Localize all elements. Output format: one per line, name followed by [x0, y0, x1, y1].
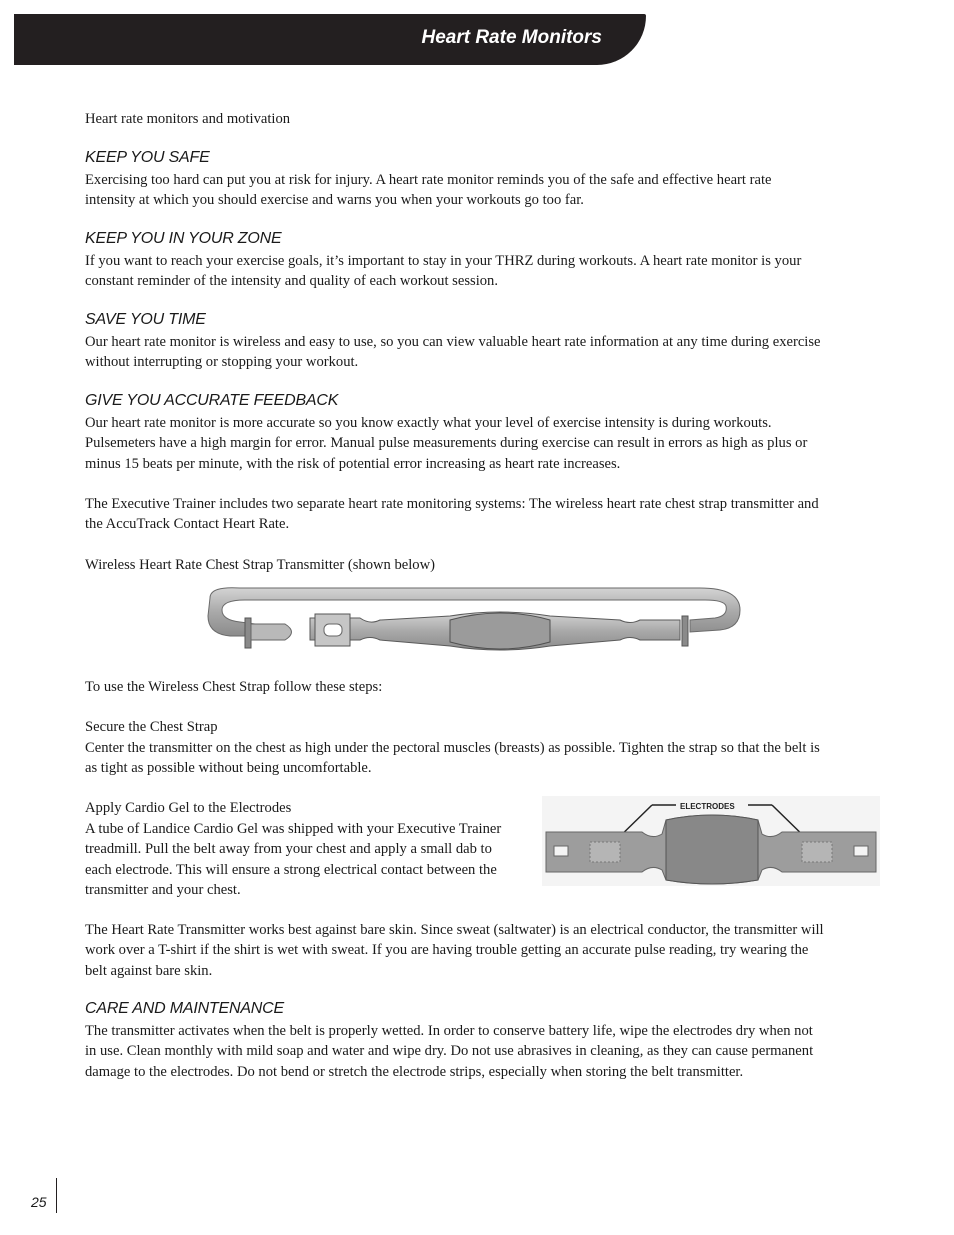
text-line: each electrode. This will ensure a strong electrical contact between the: [85, 861, 497, 878]
heading-save-you-time: SAVE YOU TIME: [85, 311, 206, 328]
text-line: the AccuTrack Contact Heart Rate.: [85, 516, 290, 533]
text-line: Pulsemeters have a high margin for error. Manual pulse measurements during exercise can result in errors as high as plus or: [85, 435, 808, 452]
text-line: The Executive Trainer includes two separate heart rate monitoring systems: The wireless heart rate chest strap transmitter and: [85, 496, 819, 512]
text-line: Our heart rate monitor is more accurate so you know exactly what your level of exercise intensity is during workouts.: [85, 415, 772, 431]
text-line: belt against bare skin.: [85, 962, 213, 979]
steps-intro: To use the Wireless Chest Strap follow these steps:: [85, 679, 383, 695]
text-line: If you want to reach your exercise goals, it’s important to stay in your THRZ during workouts. A heart rate monitor is your: [85, 253, 802, 269]
header-bar: [14, 14, 646, 65]
heading-keep-you-safe: KEEP YOU SAFE: [85, 149, 210, 166]
paragraph-keep-you-safe: [85, 170, 885, 211]
text-line: A tube of Landice Cardio Gel was shipped with your Executive Trainer: [85, 821, 502, 837]
text-line: treadmill. Pull the belt away from your chest and apply a small dab to: [85, 841, 492, 858]
chest-strap-image: [200, 580, 748, 662]
text-line: damage to the electrodes. Do not bend or stretch the electrode strips, especially when storing the belt transmitter.: [85, 1063, 744, 1080]
paragraph-step1: [85, 738, 885, 779]
heading-care-maintenance: CARE AND MAINTENANCE: [85, 1000, 284, 1017]
heading-accurate-feedback: GIVE YOU ACCURATE FEEDBACK: [85, 392, 339, 409]
step1-title: Secure the Chest Strap: [85, 719, 218, 735]
page-number: 25: [31, 1194, 47, 1210]
paragraph-accurate-feedback: [85, 413, 885, 474]
text-line: Exercising too hard can put you at risk for injury. A heart rate monitor reminds you of the safe and effective heart rate: [85, 172, 772, 188]
text-line: intensity at which you should exercise and warns you when your workouts go too far.: [85, 192, 584, 209]
text-line: without interrupting or stopping your workout.: [85, 354, 359, 371]
paragraph-care-maintenance: [85, 1021, 885, 1082]
text-line: constant reminder of the intensity and quality of each workout session.: [85, 273, 498, 290]
text-line: in use. Clean monthly with mild soap and water and wipe dry. Do not use abrasives in cleaning, as they can cause permanent: [85, 1043, 814, 1060]
text-line: Center the transmitter on the chest as high under the pectoral muscles (breasts) as possible. Tighten the strap so that the belt is: [85, 740, 820, 756]
step2-title: Apply Cardio Gel to the Electrodes: [85, 800, 292, 816]
paragraph-keep-you-in-zone: [85, 251, 885, 292]
paragraph-systems: [85, 494, 885, 535]
text-line: work over a T-shirt if the shirt is wet with sweat. If you are having trouble getting an accurate pulse reading, try wearing the: [85, 942, 809, 959]
paragraph-step2: [85, 819, 535, 900]
text-line: The transmitter activates when the belt is properly wetted. In order to conserve battery life, wipe the electrodes dry when not: [85, 1023, 813, 1039]
paragraph-save-you-time: [85, 332, 885, 373]
intro-text: Heart rate monitors and motivation: [85, 111, 291, 127]
text-line: transmitter and your chest.: [85, 881, 241, 898]
text-line: as tight as possible without being uncomfortable.: [85, 760, 372, 777]
text-line: minus 15 beats per minute, with the risk of potential error increasing as heart rate increases.: [85, 455, 621, 472]
electrodes-image: [542, 796, 880, 886]
electrodes-label: ELECTRODES: [680, 802, 735, 811]
text-line: Our heart rate monitor is wireless and easy to use, so you can view valuable heart rate information at any time during exercise: [85, 334, 821, 350]
text-line: The Heart Rate Transmitter works best against bare skin. Since sweat (saltwater) is an electrical conductor, the transmitter will: [85, 922, 824, 938]
page-title: Heart Rate Monitors: [421, 27, 602, 48]
strap-caption: Wireless Heart Rate Chest Strap Transmitter (shown below): [85, 557, 436, 573]
page-number-divider: [56, 1178, 57, 1213]
paragraph-bare-skin: [85, 920, 885, 981]
heading-keep-you-in-zone: KEEP YOU IN YOUR ZONE: [85, 230, 282, 247]
